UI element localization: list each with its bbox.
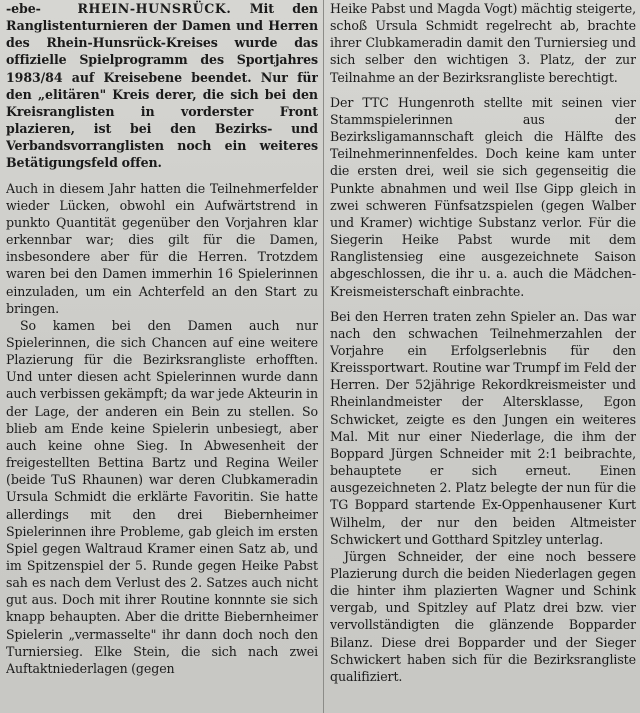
paragraph-gap	[330, 86, 636, 94]
lead-text: Mit den Ranglistenturnieren der Damen und Herren des Rhein-Hunsrück-Kreises wurde das offizielle Spielprogramm des Sportjahres 1983/84 auf Kreisebene beendet. Nur für den „elitären" Kreis derer, die sich bei den Kreisranglisten in vorderster Front plazieren, ist bei den Bezirks- und Verbandsvorranglisten noch ein weiteres Betätigungsfeld offen.	[6, 1, 318, 171]
paragraph: Der TTC Hungenroth stellte mit seinen vier Stammspielerinnen aus der Bezirksligamannschaft gleich die Hälfte des Teilnehmerinnenfeldes. Doch keine kam unter die ersten drei, weil sie sich gegenseitig die Punkte abnahmen und weil Ilse Gipp gleich in zwei schweren Fünfsatzspielen (gegen Walber und Kramer) wichtige Substanz verlor. Für die Siegerin Heike Pabst wurde mit dem Ranglistensieg eine ausgezeichnete Saison abgeschlossen, die ihr u. a. auch die Mädchen-Kreismeisterschaft einbrachte.	[330, 94, 636, 299]
paragraph: So kamen bei den Damen auch nur Spielerinnen, die sich Chancen auf eine weitere Plazierung für die Bezirksrangliste erhofften. Und unter diesen acht Spielerinnen wurde dann auch verbissen gekämpft; da war jede Akteurin in der Lage, der anderen ein Bein zu stellen. So blieb am Ende keine Spielerin unbesiegt, aber auch keine ohne Sieg. In Abwesenheit der freigestellten Bettina Bartz und Regina Weiler (beide TuS Rhaunen) war deren Clubkameradin Ursula Schmidt die erklärte Favoritin. Sie hatte allerdings mit den drei Biebernheimer Spielerinnen ihre Probleme, gab gleich im ersten Spiel gegen Waltraud Kramer einen Satz ab, und im Spitzenspiel der 5. Runde gegen Heike Pabst sah es nach dem Verlust des 2. Satzes auch nicht gut aus. Doch mit ihrer Routine konnnte sie sich knapp behaupten. Aber die dritte Biebernheimer Spielerin „vermasselte" ihr dann doch noch den Turniersieg. Elke Stein, die sich nach zwei Auftaktniederlagen (gegen	[6, 317, 318, 676]
dateline-author: -ebe-	[6, 1, 41, 16]
lead-paragraph	[6, 0, 318, 172]
paragraph-gap	[6, 172, 318, 180]
left-column	[6, 0, 318, 713]
paragraph: Auch in diesem Jahr hatten die Teilnehmerfelder wieder Lücken, obwohl ein Aufwärtstrend in punkto Quantität gegenüber den Vorjahren klar erkennbar war; dies gilt für die Damen, insbesondere aber für die Herren. Trotzdem waren bei den Damen immerhin 16 Spielerinnen einzuladen, um ein Achterfeld an den Start zu bringen.	[6, 180, 318, 316]
paragraph-gap	[330, 300, 636, 308]
right-column	[330, 0, 636, 713]
dateline-region: RHEIN-HUNSRÜCK.	[77, 1, 232, 16]
paragraph: Bei den Herren traten zehn Spieler an. Das war nach den schwachen Teilnehmerzahlen der Vorjahre ein Erfolgserlebnis für den Kreissportwart. Routine war Trumpf im Feld der Herren. Der 52jährige Rekordkreismeister und Rheinlandmeister der Altersklasse, Egon Schwicket, zeigte es den Jungen ein weiteres Mal. Mit nur einer Niederlage, die ihm der Boppard Jürgen Schneider mit 2:1 beibrachte, behauptete er sich erneut. Einen ausgezeichneten 2. Platz belegte der nun für die TG Boppard startende Ex-Oppenhausener Kurt Wilhelm, der nur den beiden Altmeister Schwickert und Gotthard Spitzley unterlag.	[330, 308, 636, 547]
paragraph: Jürgen Schneider, der eine noch bessere Plazierung durch die beiden Niederlagen gegen die hinter ihm plazierten Wagner und Schink vergab, und Spitzley auf Platz drei bzw. vier vervollständigten die glänzende Bopparder Bilanz. Diese drei Bopparder und der Sieger Schwickert haben sich für die Bezirksrangliste qualifiziert.	[330, 548, 636, 684]
column-divider	[323, 0, 324, 713]
paragraph: Heike Pabst und Magda Vogt) mächtig steigerte, schoß Ursula Schmidt regelrecht ab, brachte ihrer Clubkameradin damit den Turniersieg und sich selber den wichtigen 3. Platz, der zur Teilnahme an der Bezirksrangliste berechtigt.	[330, 1, 636, 85]
